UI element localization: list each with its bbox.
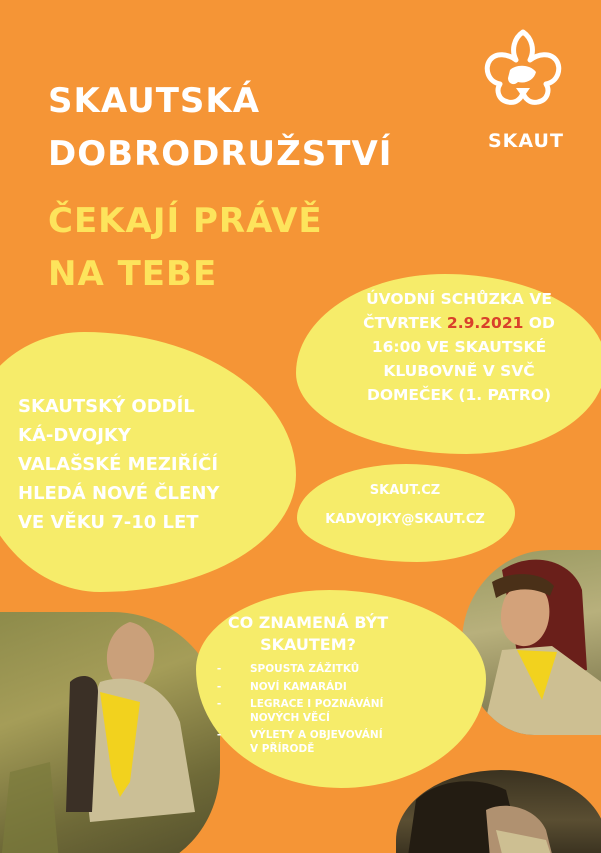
recruit-line-1: SKAUTSKÝ ODDÍL <box>18 396 195 417</box>
list-item <box>200 729 440 756</box>
scout-photo-bottom <box>396 770 601 853</box>
headline-line-1: SKAUTSKÁ <box>48 81 261 121</box>
meeting-date: 2.9.2021 <box>446 314 524 332</box>
meeting-line-5: DOMEČEK (1. PATRO) <box>366 386 552 404</box>
headline-line-4: NA TEBE <box>48 254 218 294</box>
list-bullet: - <box>216 663 222 675</box>
meaning-title-line-1: CO ZNAMENÁ BÝT <box>227 613 389 632</box>
list-item <box>200 698 440 725</box>
scout-lily-icon <box>478 24 568 124</box>
scout-figure-left <box>0 612 220 853</box>
scout-photo-right <box>462 550 601 735</box>
list-item <box>200 663 440 677</box>
meaning-title <box>208 612 408 656</box>
list-item-text: NOVÍ KAMARÁDI <box>250 680 347 693</box>
recruit-line-5: VE VĚKU 7-10 LET <box>18 512 199 533</box>
meaning-title-line-2: SKAUTEM? <box>260 635 356 654</box>
headline-line-2: DOBRODRUŽSTVÍ <box>48 134 393 174</box>
contact-email[interactable]: KADVOJKY@SKAUT.CZ <box>325 512 485 527</box>
recruit-line-3: VALAŠSKÉ MEZIŘÍČÍ <box>18 454 219 475</box>
recruit-line-2: KÁ-DVOJKY <box>18 425 131 446</box>
scout-figure-right <box>462 550 601 735</box>
list-item-text: LEGRACE I POZNÁVÁNÍ <box>250 698 384 710</box>
meeting-line-2: ČTVRTEK 2.9.2021 OD <box>363 314 555 332</box>
headline-line-3: ČEKAJÍ PRÁVĚ <box>48 201 323 241</box>
list-bullet: - <box>216 729 222 741</box>
list-item <box>200 681 440 695</box>
meeting-line-4: KLUBOVNĚ V SVČ <box>383 362 535 380</box>
contact-web[interactable]: SKAUT.CZ <box>369 483 441 498</box>
contact-info <box>300 483 510 527</box>
meaning-list <box>200 663 440 756</box>
meeting-info <box>330 287 588 407</box>
list-item-text: SPOUSTA ZÁŽITKŮ <box>250 663 360 675</box>
list-item-text: VÝLETY A OBJEVOVÁNÍ <box>250 729 383 741</box>
scout-photo-left <box>0 612 220 853</box>
recruit-info <box>18 392 288 537</box>
list-item-text: V PŘÍRODĚ <box>250 742 315 755</box>
list-item-text: NOVÝCH VĚCÍ <box>250 711 330 724</box>
meeting-line-3: 16:00 VE SKAUTSKÉ <box>371 338 547 356</box>
list-bullet: - <box>216 680 222 693</box>
logo-text: SKAUT <box>488 130 564 152</box>
recruit-line-4: HLEDÁ NOVÉ ČLENY <box>18 483 220 504</box>
scout-figure-bottom <box>396 770 601 853</box>
list-bullet: - <box>216 698 222 710</box>
skaut-logo <box>478 24 568 154</box>
meeting-line-1: ÚVODNÍ SCHŮZKA VE <box>366 290 552 308</box>
